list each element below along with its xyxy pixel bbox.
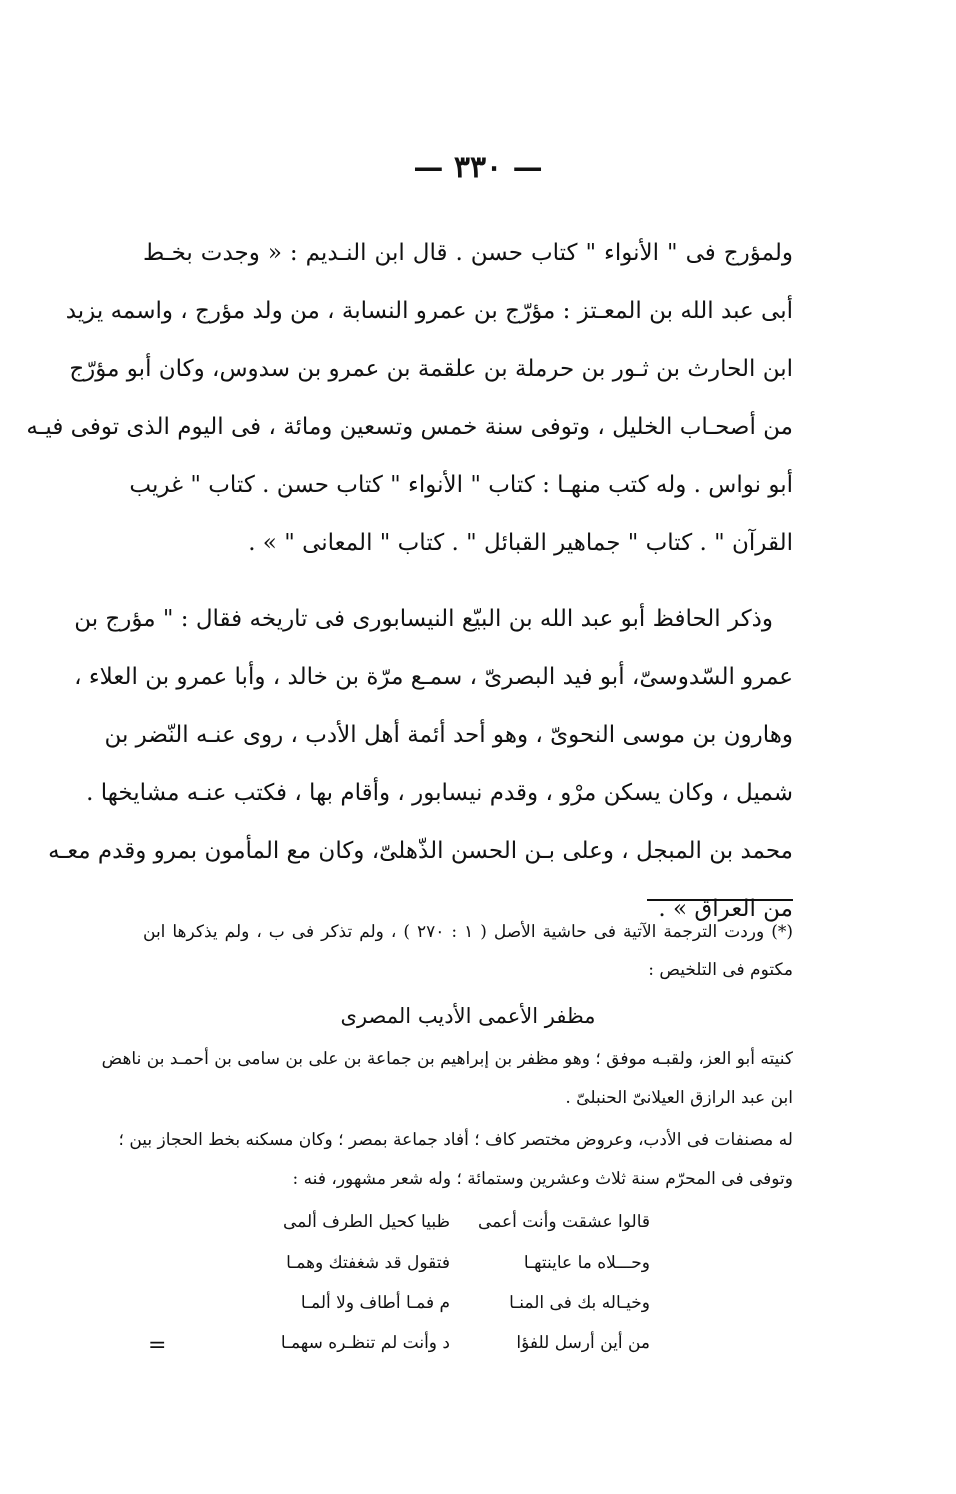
footnote-line: كنيته أبو العز، ولقبـه موفق ؛ وهو مظفر بن إبراهيم بن جماعة بن على بن سامى بن أحمـد بن ناهض — [101, 1049, 793, 1069]
verse-first-hemistich: من أين أرسل للفؤا — [516, 1333, 650, 1353]
body-line: القرآن " . كتاب " جماهير القبائل " . كتاب " المعانى " » . — [248, 530, 793, 556]
body-line: شميل ، وكان يسكن مرْو ، وقدم نيسابور ، وأقام بها ، فكتب عنـه مشايخها . — [86, 780, 793, 806]
footnote-line: (*) وردت الترجمة الآتية فى حاشية الأصل ( ١ : ٢٧٠ ) ، ولم تذكر فى ب ، ولم يذكرها ابن — [143, 922, 793, 942]
body-line: عمرو السّدوسىّ، أبو فيد البصرىّ ، سمـع مرّة بن خالد ، وأبا عمرو بن العلاء ، — [74, 664, 793, 690]
verse-second-hemistich: فتقول قد شغفتك وهمـا — [286, 1253, 450, 1273]
body-line: من العراق » . — [658, 896, 793, 922]
footnote-line: مكتوم فى التلخيص : — [648, 960, 793, 980]
verse-second-hemistich: ظبيا كحيل الطرف ألمى — [282, 1212, 450, 1232]
main-text — [26, 224, 793, 938]
footnote-line: ابن عبد الرازق العيلانىّ الحنبلىّ . — [565, 1088, 793, 1108]
footnote-title: مظفر الأعمى الأديب المصرى — [340, 1004, 596, 1028]
page-number: — ٣٣٠ — — [413, 150, 543, 185]
footnote-separator — [647, 899, 793, 901]
body-line: وذكر الحافظ أبو عبد الله بن البيّع النيسابورى فى تاريخه فقال : " مؤرج بن — [74, 606, 773, 632]
body-line: ولمؤرج فى " الأنواء " كتاب حسن . قال ابن النـديم : « وجدت بخـط — [143, 240, 793, 266]
body-line: من أصحـاب الخليل ، وتوفى سنة خمس وتسعين ومائة ، فى اليوم الذى توفى فيـه — [26, 414, 793, 440]
body-line: ابن الحارث بن ثـور بن حرملة بن علقمة بن عمرو بن سدوس، وكان أبو مؤرّج — [69, 356, 793, 382]
body-line: أبى عبد الله بن المعـتز : مؤرّج بن عمرو النسابة ، من ولد مؤرج ، واسمه يزيد — [65, 298, 793, 324]
body-line: أبو نواس . وله كتب منهـا : كتاب " الأنواء " كتاب حسن . كتاب " غريب — [129, 472, 793, 498]
footnote-line: له مصنفات فى الأدب، وعروض مختصر كاف ؛ أفاد جماعة بمصر ؛ وكان مسكنه بخط الحجاز بين ؛ — [118, 1130, 793, 1150]
verse-first-hemistich: وخيـاله بك فى المنـا — [509, 1293, 650, 1313]
verse-first-hemistich: قالوا عشقت وأنت أعمى — [477, 1212, 650, 1232]
continuation-mark: = — [148, 1333, 167, 1358]
verse-second-hemistich: م فمـا أطاف ولا ألمـا — [300, 1293, 450, 1313]
verse-second-hemistich: د وأنت لم تنظـره سهمـا — [280, 1333, 450, 1353]
verse-first-hemistich: وحـــلاه ما عاينتهـا — [523, 1253, 650, 1273]
body-line: وهارون بن موسى النحوىّ ، وهو أحد أئمة أهل الأدب ، روى عنـه النّضر بن — [104, 722, 793, 748]
footnote-line: وتوفى فى المحرّم سنة ثلاث وعشرين وستمائة ؛ وله شعر مشهور، فنه : — [292, 1169, 793, 1189]
body-line: محمد بن المبجل ، وعلى بـن الحسن الذّهلىّ، وكان مع المأمون بمرو وقدم معـه — [48, 838, 793, 864]
